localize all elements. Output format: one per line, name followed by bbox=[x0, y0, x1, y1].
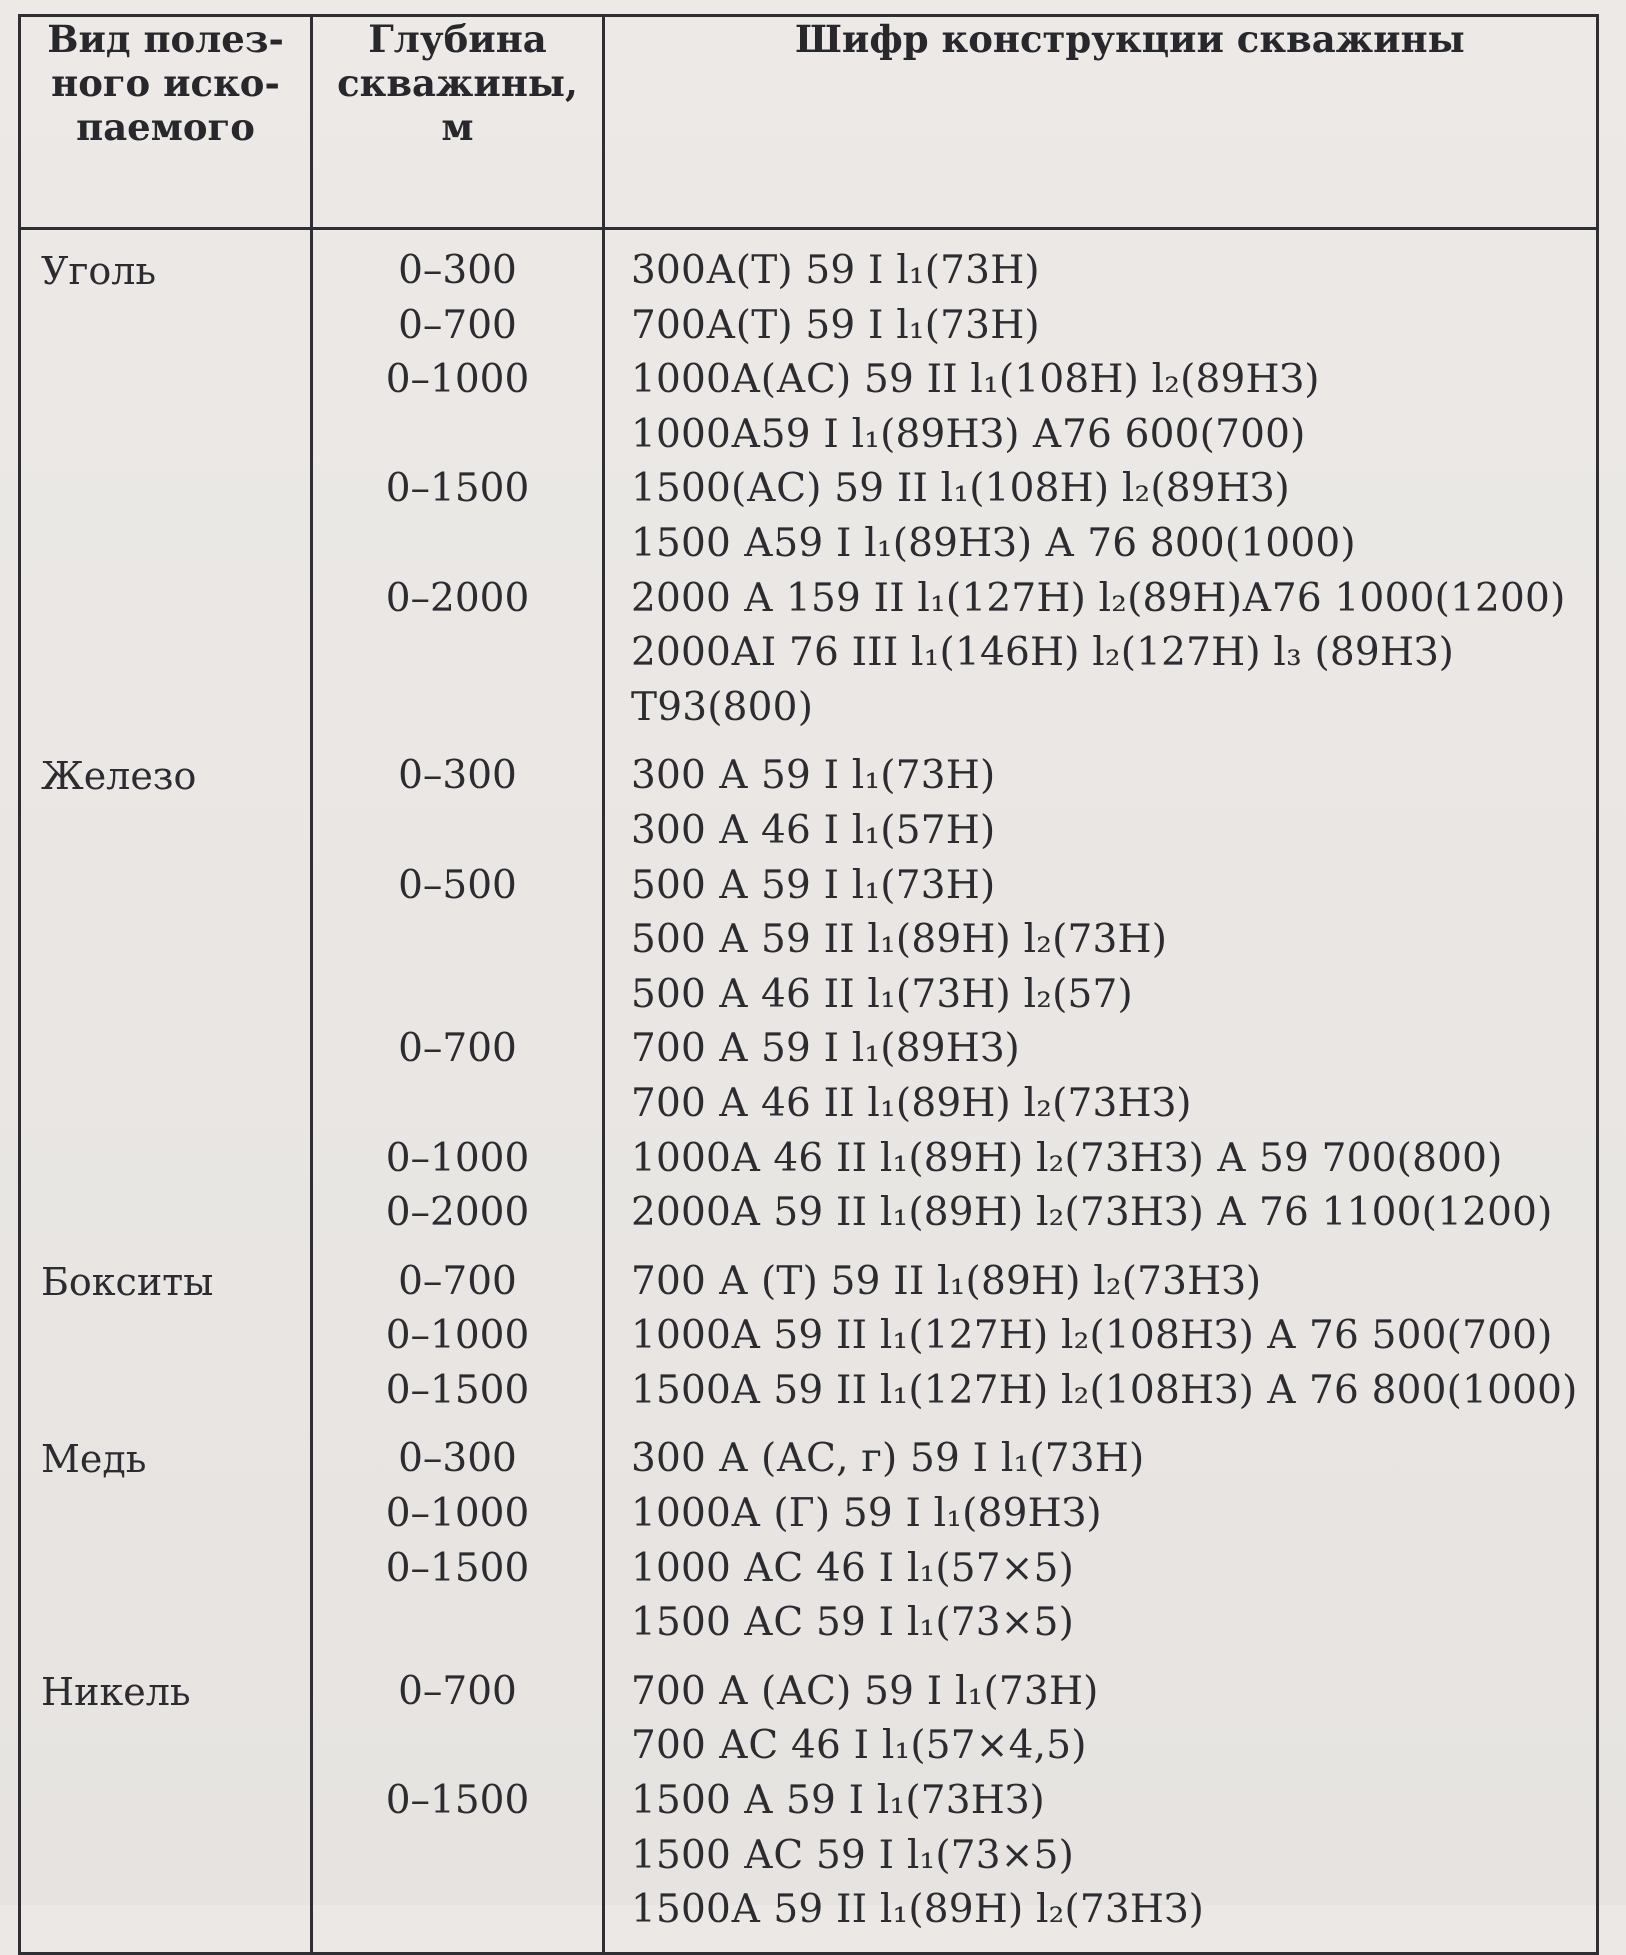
cipher-line: 1500 АС 59 I l₁(73×5) bbox=[631, 1832, 1075, 1878]
depth-range: 0–2000 bbox=[385, 575, 530, 621]
table-row bbox=[20, 1255, 1598, 1310]
mineral-cell bbox=[20, 1186, 312, 1255]
depth-range: 0–1500 bbox=[385, 1367, 530, 1413]
depth-cell bbox=[312, 1665, 604, 1774]
depth-range: 0–500 bbox=[398, 862, 517, 908]
table-row bbox=[20, 1022, 1598, 1131]
depth-range: 0–700 bbox=[398, 1668, 517, 1714]
mineral-cell bbox=[20, 1255, 312, 1310]
cipher-line: 700 А 59 I l₁(89НЗ) bbox=[631, 1026, 1020, 1072]
table-row bbox=[20, 1309, 1598, 1364]
table-row bbox=[20, 859, 1598, 1023]
mineral-name: Никель bbox=[41, 1669, 191, 1714]
header-mineral bbox=[20, 16, 312, 229]
table-row bbox=[20, 462, 1598, 571]
depth-cell bbox=[312, 299, 604, 354]
depth-range: 0–700 bbox=[398, 302, 517, 348]
mineral-cell bbox=[20, 749, 312, 858]
cipher-line: 1000 АС 46 I l₁(57×5) bbox=[631, 1545, 1075, 1591]
depth-cell bbox=[312, 1132, 604, 1187]
cipher-line: 1000А 46 II l₁(89Н) l₂(73НЗ) А 59 700(800) bbox=[631, 1135, 1503, 1181]
cipher-cell bbox=[604, 1022, 1598, 1131]
cipher-cell bbox=[604, 1255, 1598, 1310]
cipher-line: Т93(800) bbox=[631, 684, 814, 730]
cipher-cell bbox=[604, 1665, 1598, 1774]
cipher-line: 2000А 59 II l₁(89Н) l₂(73НЗ) А 76 1100(1200) bbox=[631, 1190, 1553, 1236]
mineral-name: Уголь bbox=[41, 249, 157, 293]
depth-cell bbox=[312, 749, 604, 858]
depth-cell bbox=[312, 462, 604, 571]
mineral-cell bbox=[20, 1309, 312, 1364]
table-row bbox=[20, 749, 1598, 858]
table-row bbox=[20, 1665, 1598, 1774]
header-depth-line: Глубина bbox=[368, 17, 547, 61]
cipher-cell bbox=[604, 353, 1598, 462]
table-row bbox=[20, 1432, 1598, 1487]
depth-cell bbox=[312, 1186, 604, 1255]
cipher-cell bbox=[604, 1487, 1598, 1542]
cipher-line: 700А(Т) 59 I l₁(73Н) bbox=[631, 302, 1040, 348]
mineral-name: Бокситы bbox=[41, 1259, 214, 1304]
depth-range: 0–700 bbox=[398, 1258, 517, 1304]
cipher-line: 1000А(АС) 59 II l₁(108Н) l₂(89НЗ) bbox=[631, 357, 1320, 403]
table-row bbox=[20, 1186, 1598, 1255]
depth-range: 0–1000 bbox=[385, 1491, 530, 1537]
cipher-line: 300 А (АС, г) 59 I l₁(73Н) bbox=[631, 1436, 1145, 1482]
header-mineral-line: ного иско- bbox=[51, 61, 280, 105]
cipher-line: 1500(АС) 59 II l₁(108Н) l₂(89НЗ) bbox=[631, 466, 1290, 512]
mineral-cell bbox=[20, 1364, 312, 1433]
cipher-cell bbox=[604, 749, 1598, 858]
cipher-line: 300А(Т) 59 I l₁(73Н) bbox=[631, 248, 1040, 293]
cipher-line: 300 А 59 I l₁(73Н) bbox=[631, 753, 996, 799]
table-row bbox=[20, 1487, 1598, 1542]
mineral-name: Медь bbox=[41, 1437, 147, 1482]
depth-cell bbox=[312, 1255, 604, 1310]
mineral-cell bbox=[20, 859, 312, 1023]
mineral-cell bbox=[20, 1022, 312, 1131]
table-row bbox=[20, 229, 1598, 299]
table-row bbox=[20, 1364, 1598, 1433]
cipher-cell bbox=[604, 299, 1598, 354]
depth-cell bbox=[312, 1364, 604, 1433]
cipher-line: 700 А (Т) 59 II l₁(89Н) l₂(73НЗ) bbox=[631, 1258, 1262, 1304]
depth-cell bbox=[312, 353, 604, 462]
depth-range: 0–1000 bbox=[385, 1313, 530, 1359]
depth-cell bbox=[312, 1542, 604, 1665]
header-depth-line: скважины, bbox=[337, 61, 578, 105]
cipher-line: 1000А59 I l₁(89НЗ) А76 600(700) bbox=[631, 411, 1306, 457]
depth-cell bbox=[312, 1309, 604, 1364]
depth-range: 0–700 bbox=[398, 1026, 517, 1072]
cipher-cell bbox=[604, 1186, 1598, 1255]
cipher-line: 700 АС 46 I l₁(57×4,5) bbox=[631, 1723, 1087, 1769]
cipher-line: 1500 АС 59 I l₁(73×5) bbox=[631, 1600, 1075, 1646]
depth-range: 0–300 bbox=[398, 1436, 517, 1482]
depth-cell bbox=[312, 1487, 604, 1542]
cipher-line: 2000АI 76 III l₁(146Н) l₂(127Н) l₃ (89НЗ) bbox=[631, 630, 1455, 676]
depth-cell bbox=[312, 229, 604, 299]
cipher-line: 2000 А 159 II l₁(127Н) l₂(89Н)А76 1000(1200) bbox=[631, 575, 1566, 621]
table-row bbox=[20, 572, 1598, 750]
mineral-cell bbox=[20, 1132, 312, 1187]
mineral-cell bbox=[20, 1487, 312, 1542]
table-row bbox=[20, 1774, 1598, 1953]
cipher-cell bbox=[604, 1309, 1598, 1364]
cipher-line: 1000А (Г) 59 I l₁(89НЗ) bbox=[631, 1491, 1102, 1537]
depth-range: 0–1000 bbox=[385, 357, 530, 403]
cipher-cell bbox=[604, 572, 1598, 750]
cipher-line: 1500А 59 II l₁(89Н) l₂(73НЗ) bbox=[631, 1887, 1205, 1933]
cipher-line: 700 А (АС) 59 I l₁(73Н) bbox=[631, 1668, 1099, 1714]
mineral-cell bbox=[20, 1432, 312, 1487]
header-cipher-line: Шифр конструкции скважины bbox=[795, 17, 1465, 61]
depth-range: 0–1500 bbox=[385, 466, 530, 512]
cipher-line: 1500 А59 I l₁(89НЗ) А 76 800(1000) bbox=[631, 520, 1356, 566]
cipher-line: 500 А 46 II l₁(73Н) l₂(57) bbox=[631, 971, 1133, 1017]
header-depth bbox=[312, 16, 604, 229]
cipher-cell bbox=[604, 462, 1598, 571]
depth-range: 0–300 bbox=[398, 753, 517, 799]
header-cipher bbox=[604, 16, 1598, 229]
cipher-line: 700 А 46 II l₁(89Н) l₂(73НЗ) bbox=[631, 1080, 1192, 1126]
cipher-line: 300 А 46 I l₁(57Н) bbox=[631, 807, 996, 853]
mineral-cell bbox=[20, 353, 312, 462]
depth-range: 0–1500 bbox=[385, 1778, 530, 1824]
mineral-cell bbox=[20, 1774, 312, 1953]
header-depth-line: м bbox=[441, 105, 474, 149]
cipher-cell bbox=[604, 1364, 1598, 1433]
depth-cell bbox=[312, 1774, 604, 1953]
table-body bbox=[20, 229, 1598, 1954]
well-design-table bbox=[18, 14, 1599, 1955]
cipher-cell bbox=[604, 1132, 1598, 1187]
depth-range: 0–1500 bbox=[385, 1545, 530, 1591]
table-header-row bbox=[20, 16, 1598, 229]
mineral-cell bbox=[20, 1665, 312, 1774]
mineral-cell bbox=[20, 299, 312, 354]
table-row bbox=[20, 1542, 1598, 1665]
cipher-cell bbox=[604, 1542, 1598, 1665]
depth-range: 0–300 bbox=[398, 248, 517, 293]
mineral-cell bbox=[20, 229, 312, 299]
depth-cell bbox=[312, 572, 604, 750]
cipher-line: 1000А 59 II l₁(127Н) l₂(108НЗ) А 76 500(700) bbox=[631, 1313, 1553, 1359]
mineral-cell bbox=[20, 572, 312, 750]
depth-range: 0–1000 bbox=[385, 1135, 530, 1181]
header-mineral-line: паемого bbox=[76, 105, 255, 149]
cipher-line: 500 А 59 II l₁(89Н) l₂(73Н) bbox=[631, 917, 1168, 963]
cipher-cell bbox=[604, 1774, 1598, 1953]
mineral-name: Железо bbox=[41, 754, 197, 799]
mineral-cell bbox=[20, 462, 312, 571]
cipher-cell bbox=[604, 229, 1598, 299]
cipher-line: 1500 А 59 I l₁(73НЗ) bbox=[631, 1778, 1045, 1824]
table-row bbox=[20, 1132, 1598, 1187]
table-row bbox=[20, 299, 1598, 354]
table-row bbox=[20, 353, 1598, 462]
cipher-line: 1500А 59 II l₁(127Н) l₂(108НЗ) А 76 800(1000) bbox=[631, 1367, 1578, 1413]
cipher-cell bbox=[604, 859, 1598, 1023]
cipher-line: 500 А 59 I l₁(73Н) bbox=[631, 862, 996, 908]
cipher-cell bbox=[604, 1432, 1598, 1487]
depth-range: 0–2000 bbox=[385, 1190, 530, 1236]
depth-cell bbox=[312, 1432, 604, 1487]
depth-cell bbox=[312, 859, 604, 1023]
depth-cell bbox=[312, 1022, 604, 1131]
mineral-cell bbox=[20, 1542, 312, 1665]
header-mineral-line: Вид полез- bbox=[47, 17, 284, 61]
